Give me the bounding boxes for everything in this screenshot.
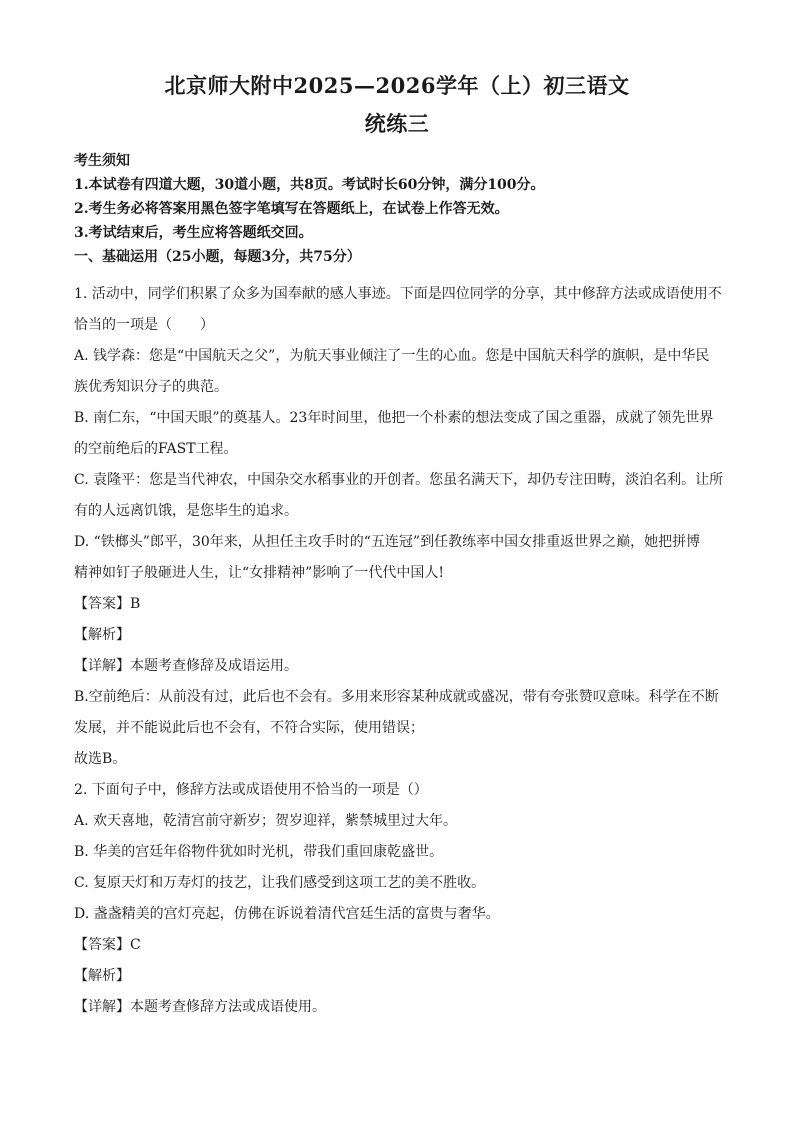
question-2-detail: 【详解】本题考查修辞方法或成语使用。	[74, 999, 326, 1015]
question-1-option-b-cont: 的空前绝后的FAST工程。	[74, 441, 238, 457]
question-1-option-a: A. 钱学森：您是“中国航天之父”，为航天事业倾注了一生的心血。您是中国航天科学的旗帜，是中华民	[74, 348, 710, 364]
question-1-detail: 【详解】本题考查修辞及成语运用。	[74, 658, 298, 674]
question-1-option-b: B. 南仁东，“中国天眼”的奠基人。23年时间里，他把一个朴素的想法变成了国之重器，成就了领先世界	[74, 410, 714, 426]
page-subtitle: 统练三	[364, 111, 430, 136]
question-1-conclusion: 故选B。	[74, 751, 127, 767]
notice-item: 2.考生务必将答案用黑色签字笔填写在答题纸上，在试卷上作答无效。	[74, 201, 509, 217]
section-heading: 一、基础运用（25小题，每题3分，共75分）	[74, 249, 361, 265]
question-1-option-c: C. 袁隆平：您是当代神农，中国杂交水稻事业的开创者。您虽名满天下，却仍专注田畴，淡泊名利。让所	[74, 472, 724, 488]
notice-heading: 考生须知	[74, 153, 130, 169]
question-1-option-c-cont: 有的人远离饥饿，是您毕生的追求。	[74, 503, 298, 519]
page-title: 北京师大附中2025—2026学年（上）初三语文	[164, 73, 630, 98]
question-2-option-c: C. 复原天灯和万寿灯的技艺，让我们感受到这项工艺的美不胜收。	[74, 875, 486, 891]
question-2-analysis-label: 【解析】	[74, 968, 130, 984]
question-2-option-d: D. 盏盏精美的宫灯亮起，仿佛在诉说着清代宫廷生活的富贵与奢华。	[74, 906, 500, 922]
notice-item: 1.本试卷有四道大题，30道小题，共8页。考试时长60分钟，满分100分。	[74, 177, 545, 193]
notice-item: 3.考试结束后，考生应将答题纸交回。	[74, 225, 313, 241]
question-1-stem: 1. 活动中，同学们积累了众多为国奉献的感人事迹。下面是四位同学的分享，其中修辞方法或成语使用不	[74, 286, 722, 302]
question-1-option-d: D. “铁榔头”郎平，30年来，从担任主攻手时的“五连冠”到任教练率中国女排重返世界之巅，她把拼博	[74, 534, 701, 550]
question-2-answer: 【答案】C	[74, 937, 141, 953]
question-1-analysis-label: 【解析】	[74, 627, 130, 643]
question-2-option-a: A. 欢天喜地，乾清宫前守新岁；贺岁迎祥，紫禁城里过大年。	[74, 813, 458, 829]
question-1-option-a-cont: 族优秀知识分子的典范。	[74, 379, 228, 395]
question-2-stem: 2. 下面句子中，修辞方法或成语使用不恰当的一项是（）	[74, 782, 428, 798]
question-1-explanation: B.空前绝后：从前没有过，此后也不会有。多用来形容某种成就或盛况，带有夸张赞叹意味。科学在不断	[74, 689, 719, 705]
question-1-explanation-cont: 发展，并不能说此后也不会有，不符合实际，使用错误；	[74, 720, 424, 736]
question-2-option-b: B. 华美的宫廷年俗物件犹如时光机，带我们重回康乾盛世。	[74, 844, 444, 860]
question-1-stem-cont: 恰当的一项是（ ）	[74, 317, 214, 333]
question-1-answer: 【答案】B	[74, 596, 141, 612]
question-1-option-d-cont: 精神如钉子般砸进人生，让“女排精神”影响了一代代中国人!	[74, 565, 444, 581]
